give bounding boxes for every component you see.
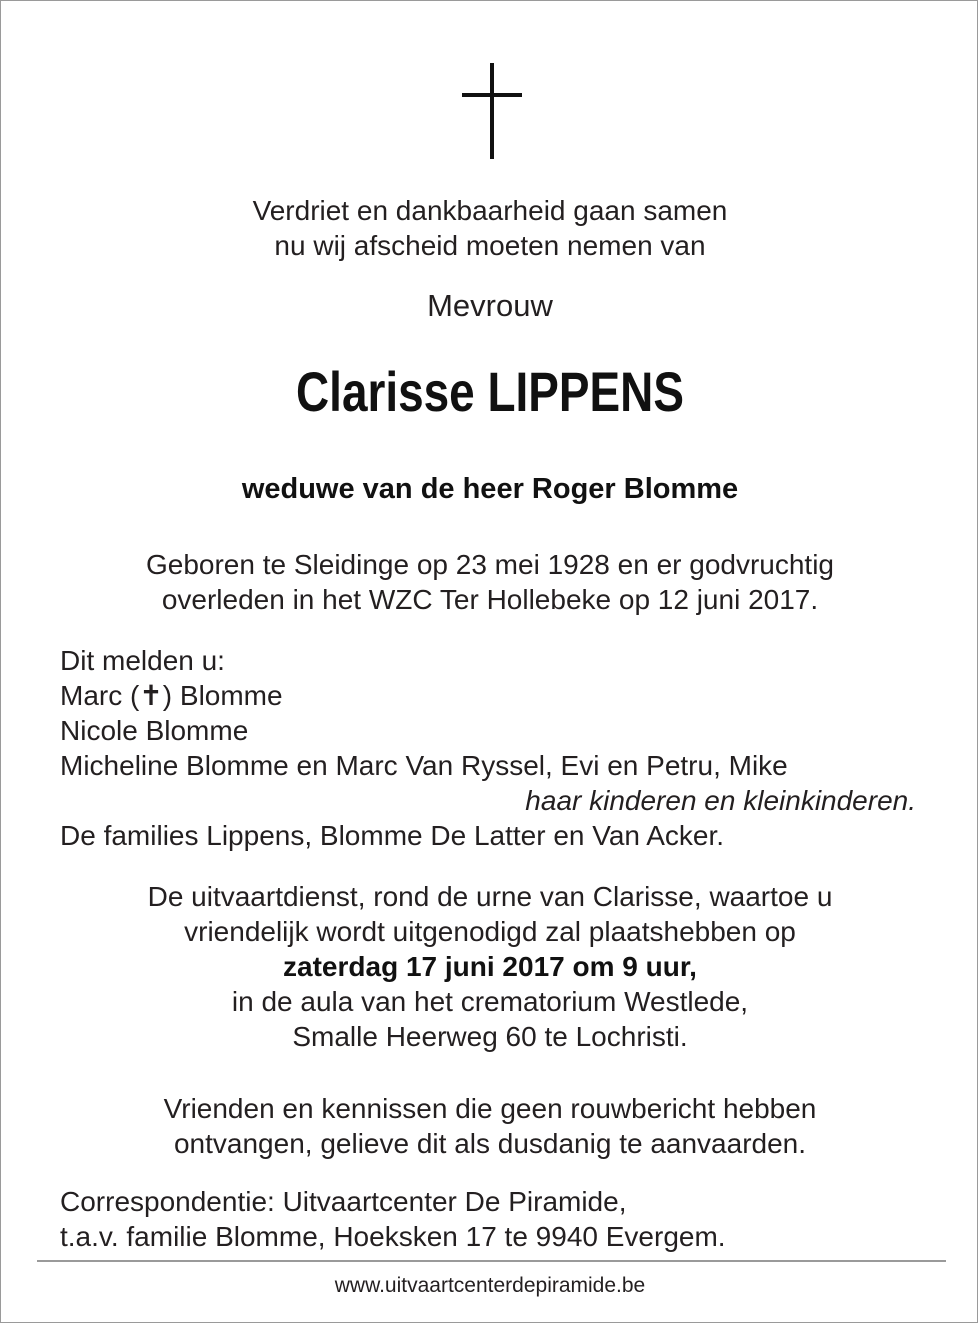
service-details bbox=[41, 879, 939, 1054]
friends-notice bbox=[41, 1091, 939, 1161]
website-link[interactable]: www.uitvaartcenterdepiramide.be bbox=[334, 1274, 646, 1297]
intro-text bbox=[41, 193, 939, 263]
intro-line-2: nu wij afscheid moeten nemen van bbox=[274, 230, 706, 261]
service-date: zaterdag 17 juni 2017 om 9 uur, bbox=[283, 951, 697, 982]
friends-line-1: Vrienden en kennissen die geen rouwbericht hebben bbox=[163, 1093, 817, 1124]
family-member: Marc (✝) Blomme bbox=[60, 680, 283, 711]
correspondence-line-2: t.a.v. familie Blomme, Hoeksken 17 te 9940 Evergem. bbox=[60, 1221, 726, 1252]
deceased-name: Clarisse LIPPENS bbox=[296, 360, 684, 423]
birth-death-text bbox=[41, 547, 939, 617]
service-line-4: in de aula van het crematorium Westlede, bbox=[231, 986, 749, 1017]
family-heading: Dit melden u: bbox=[60, 645, 225, 676]
correspondence bbox=[60, 1184, 930, 1254]
family-list bbox=[60, 643, 930, 853]
service-line-5: Smalle Heerweg 60 te Lochristi. bbox=[292, 1021, 688, 1052]
cross-icon bbox=[462, 63, 522, 159]
friends-line-2: ontvangen, gelieve dit als dusdanig te aanvaarden. bbox=[173, 1128, 807, 1159]
family-member: Nicole Blomme bbox=[60, 715, 249, 746]
service-line-1: De uitvaartdienst, rond de urne van Clarisse, waartoe u bbox=[147, 881, 833, 912]
footer-divider bbox=[37, 1260, 946, 1262]
widow-line: weduwe van de heer Roger Blomme bbox=[241, 473, 739, 505]
correspondence-line-1: Correspondentie: Uitvaartcenter De Piramide, bbox=[60, 1186, 627, 1217]
born-line-2: overleden in het WZC Ter Hollebeke op 12 juni 2017. bbox=[161, 584, 819, 615]
born-line-1: Geboren te Sleidinge op 23 mei 1928 en er godvruchtig bbox=[145, 549, 835, 580]
family-relation: haar kinderen en kleinkinderen. bbox=[525, 785, 916, 816]
intro-line-1: Verdriet en dankbaarheid gaan samen bbox=[252, 195, 728, 226]
family-member: Micheline Blomme en Marc Van Ryssel, Evi en Petru, Mike bbox=[60, 750, 788, 781]
honorific: Mevrouw bbox=[427, 288, 553, 323]
service-line-2: vriendelijk wordt uitgenodigd zal plaatshebben op bbox=[184, 916, 796, 947]
families-line: De families Lippens, Blomme De Latter en Van Acker. bbox=[60, 820, 725, 851]
